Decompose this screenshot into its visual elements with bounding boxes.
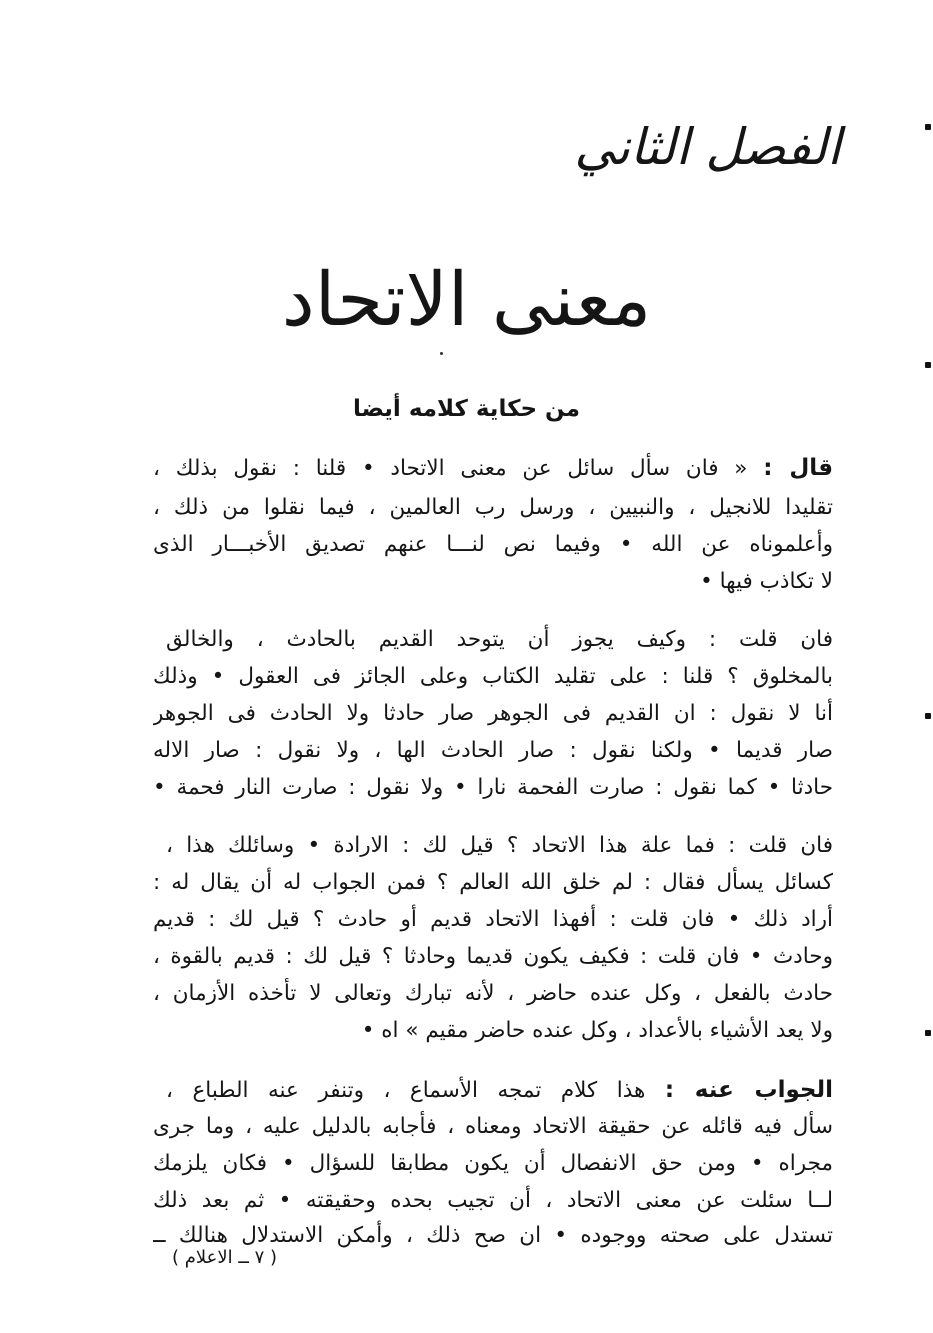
text-line: صار قديما • ولكنا نقول : صار الحادث الها ، ولا نقول : صار الاله	[153, 738, 833, 763]
line-text: « فان سأل سائل عن معنى الاتحاد • قلنا : نقول بذلك ،	[153, 456, 748, 481]
text-line: كسائل يسأل فقال : لم خلق الله العالم ؟ فمن الجواب له أن يقال له :	[153, 870, 833, 895]
text-line: حادث بالفعل ، وكل عنده حاضر ، لأنه تبارك وتعالى لا تأخذه الأزمان ،	[153, 981, 833, 1006]
text-line: تستدل على صحته ووجوده • ان صح ذلك ، وأمكن الاستدلال هنالك ــ	[153, 1223, 833, 1248]
chapter-heading: الفصل الثاني	[574, 118, 841, 176]
text-line	[166, 1072, 833, 1108]
text-line: لا تكاذب فيها •	[700, 569, 833, 594]
scan-edge-mark	[925, 362, 931, 368]
page-title: معنى الاتحاد	[281, 257, 652, 343]
text-line: حادثا • كما نقول : صارت الفحمة نارا • ولا نقول : صارت النار فحمة •	[153, 775, 833, 800]
page-footer: ( ٧ ــ الاعلام )	[172, 1247, 278, 1268]
text-line: وحادث • فان قلت : فكيف يكون قديما وحادثا ؟ قيل لك : قديم بالقوة ،	[153, 944, 833, 969]
text-line: فان قلت : فما علة هذا الاتحاد ؟ قيل لك : الارادة • وسائلك هذا ،	[166, 833, 833, 858]
text-line: فان قلت : وكيف يجوز أن يتوحد القديم بالحادث ، والخالق	[166, 627, 833, 652]
text-line: أراد ذلك • فان قلت : أفهذا الاتحاد قديم أو حادث ؟ قيل لك : قديم	[153, 907, 833, 932]
print-speck	[440, 352, 443, 355]
text-line: مجراه • ومن حق الانفصال أن يكون مطابقا للسؤال • فكان يلزمك	[153, 1151, 833, 1176]
scan-edge-mark	[925, 124, 931, 130]
text-line: بالمخلوق ؟ قلنا : على تقليد الكتاب وعلى الجائز فى العقول • وذلك	[153, 664, 833, 689]
text-line: لــا سئلت عن معنى الاتحاد ، أن تجيب بحده وحقيقته • ثم بعد ذلك	[153, 1188, 833, 1213]
line-text: هذا كلام تمجه الأسماع ، وتنفر عنه الطباع ،	[166, 1078, 646, 1103]
scan-edge-mark	[925, 713, 931, 719]
paragraph-lead: الجواب عنه :	[664, 1077, 833, 1103]
section-subtitle: من حكاية كلامه أيضا	[353, 396, 580, 422]
text-line: سأل فيه قائله عن حقيقة الاتحاد ومعناه ، فأجابه بالدليل عليه ، وما جرى	[153, 1114, 833, 1139]
text-line: أنا لا نقول : ان القديم فى الجوهر صار حادثا ولا الحادث فى الجوهر	[153, 701, 833, 726]
text-line	[153, 450, 833, 486]
paragraph-lead: قال :	[763, 455, 833, 481]
scan-edge-mark	[925, 1030, 931, 1036]
text-line: وأعلموناه عن الله • وفيما نص لنـــا عنهم تصديق الأخبـــار الذى	[153, 532, 833, 557]
text-line: ولا يعد الأشياء بالأعداد ، وكل عنده حاضر مقيم » اه •	[361, 1018, 833, 1043]
text-line: تقليدا للانجيل ، والنبيين ، ورسل رب العالمين ، فيما نقلوا من ذلك ،	[153, 495, 833, 520]
